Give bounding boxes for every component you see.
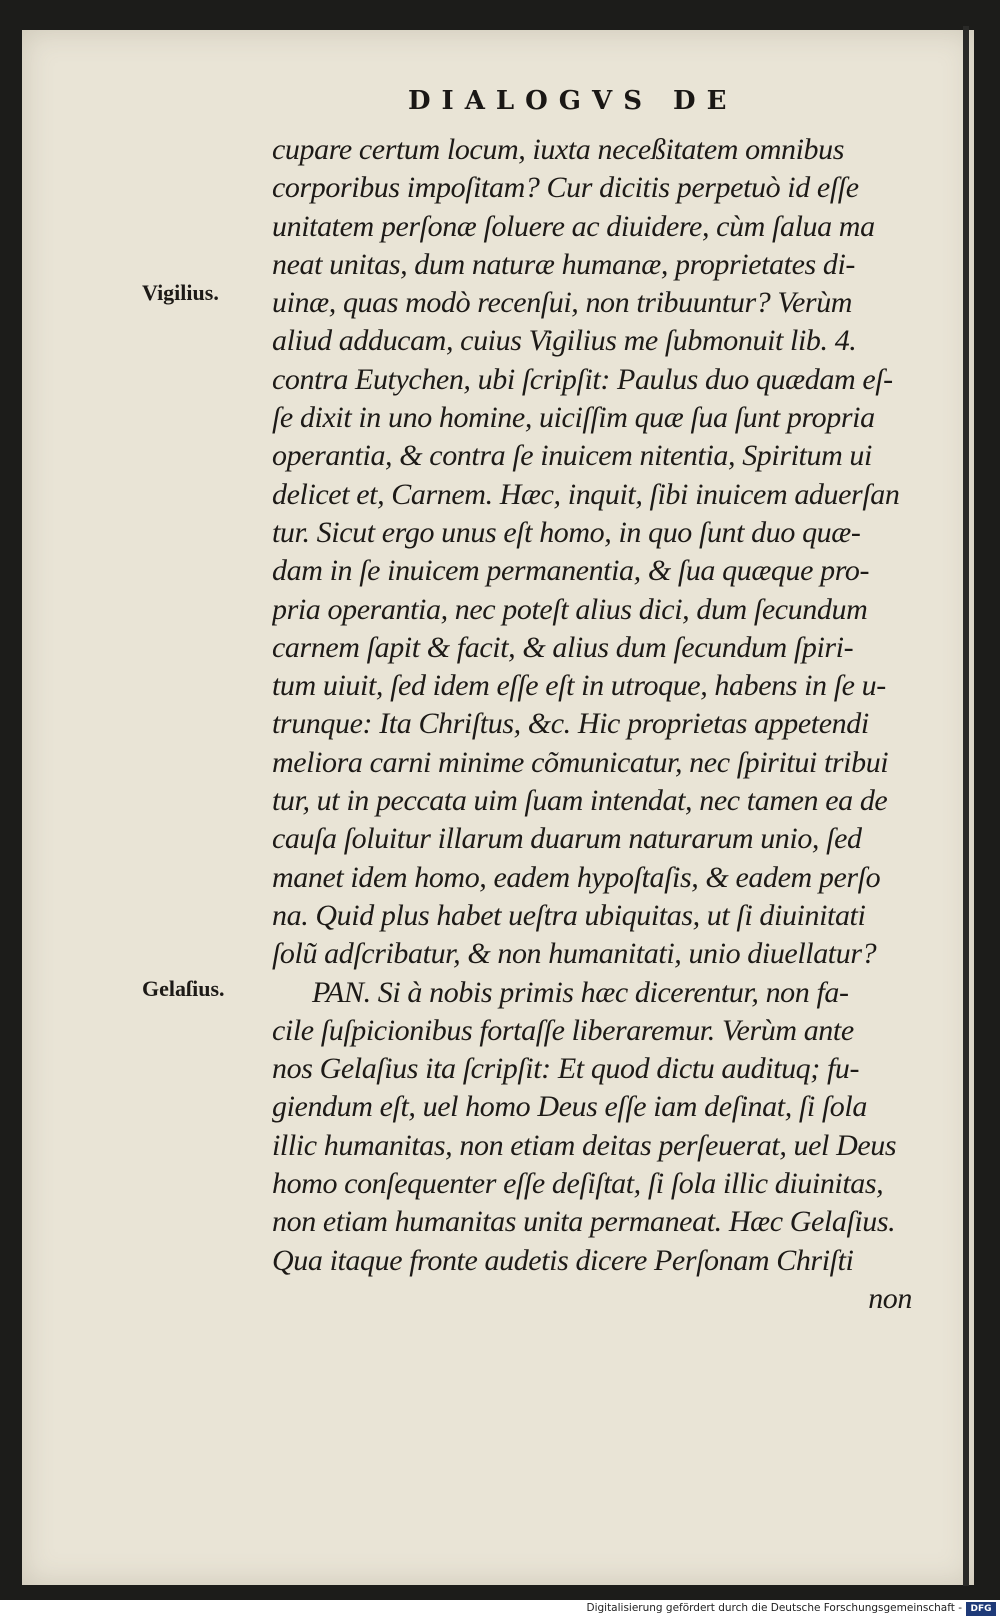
text-line: pria operantia, nec poteſt alius dici, dum ſecundum — [272, 592, 868, 626]
text-line: tur, ut in peccata uim ſuam intendat, nec tamen ea de — [272, 784, 888, 818]
digitization-footer — [0, 1600, 1000, 1620]
text-line: aliud adducam, cuius Vigilius me ſubmonuit lib. 4. — [272, 324, 857, 358]
text-line: operantia, & contra ſe inuicem nitentia, Spiritum ui — [272, 439, 872, 473]
text-line: na. Quid plus habet ueſtra ubiquitas, ut ſi diuinitati — [272, 898, 866, 932]
text-line: uinæ, quas modò recenſui, non tribuuntur? Verùm — [272, 286, 853, 320]
text-line: unitatem perſonæ ſoluere ac diuidere, cùm ſalua ma — [272, 209, 875, 243]
dfg-logo: DFG — [966, 1602, 996, 1616]
text-line: Qua itaque fronte audetis dicere Perſonam Chriſti — [272, 1243, 854, 1277]
text-line: contra Eutychen, ubi ſcripſit: Paulus duo quædam eſ- — [272, 362, 893, 396]
text-line: cupare certum locum, iuxta neceßitatem omnibus — [272, 133, 845, 166]
text-line: non etiam humanitas unita permaneat. Hæc Gelaſius. — [272, 1205, 896, 1239]
text-line: giendum eſt, uel homo Deus eſſe iam deſinat, ſi ſola — [272, 1090, 867, 1124]
page-edge — [963, 26, 969, 1586]
footer-credit: Digitalisierung gefördert durch die Deutsche Forschungsgemeinschaft - — [586, 1602, 962, 1614]
text-line: neat unitas, dum naturæ humanæ, proprietates di- — [272, 247, 856, 281]
text-line: PAN. Si à nobis primis hæc dicerentur, non fa- — [312, 975, 849, 1009]
text-line: manet idem homo, eadem hypoſtaſis, & eadem perſo — [272, 860, 881, 894]
margin-note-vigilius: Vigilius. — [142, 280, 219, 305]
text-line: carnem ſapit & facit, & alius dum ſecundum ſpiri- — [272, 630, 854, 664]
text-line: dam in ſe inuicem permanentia, & ſua quæque pro- — [272, 554, 870, 588]
text-line: trunque: Ita Chriſtus, &c. Hic proprietas appetendi — [272, 707, 869, 741]
text-block — [272, 131, 942, 1318]
running-head: DIALOGVS DE — [408, 86, 738, 116]
text-line: cile ſuſpicionibus fortaſſe liberaremur. Verùm ante — [272, 1013, 854, 1047]
text-line: cauſa ſoluitur illarum duarum naturarum unio, ſed — [272, 822, 862, 856]
text-line: ſolũ adſcribatur, & non humanitati, unio diuellatur? — [272, 937, 877, 971]
text-line: meliora carni minime cõmunicatur, nec ſpiritui tribui — [272, 745, 889, 779]
catchword: non — [868, 1281, 912, 1315]
text-line: homo conſequenter eſſe deſiſtat, ſi ſola illic diuinitas, — [272, 1167, 884, 1201]
text-line: tum uiuit, ſed idem eſſe eſt in utroque, habens in ſe u- — [272, 669, 886, 703]
text-line: delicet et, Carnem. Hæc, inquit, ſibi inuicem aduerſan — [272, 477, 900, 511]
text-line: ſe dixit in uno homine, uiciſſim quæ ſua ſunt propria — [272, 401, 875, 435]
text-line: tur. Sicut ergo unus eſt homo, in quo ſunt duo quæ- — [272, 515, 861, 549]
margin-note-gelasius: Gelaſius. — [142, 976, 225, 1001]
text-line: illic humanitas, non etiam deitas perſeuerat, uel Deus — [272, 1128, 897, 1162]
text-line: corporibus impoſitam? Cur dicitis perpetuò id eſſe — [272, 171, 859, 205]
text-line: nos Gelaſius ita ſcripſit: Et quod dictu audituq; fu- — [272, 1052, 860, 1086]
